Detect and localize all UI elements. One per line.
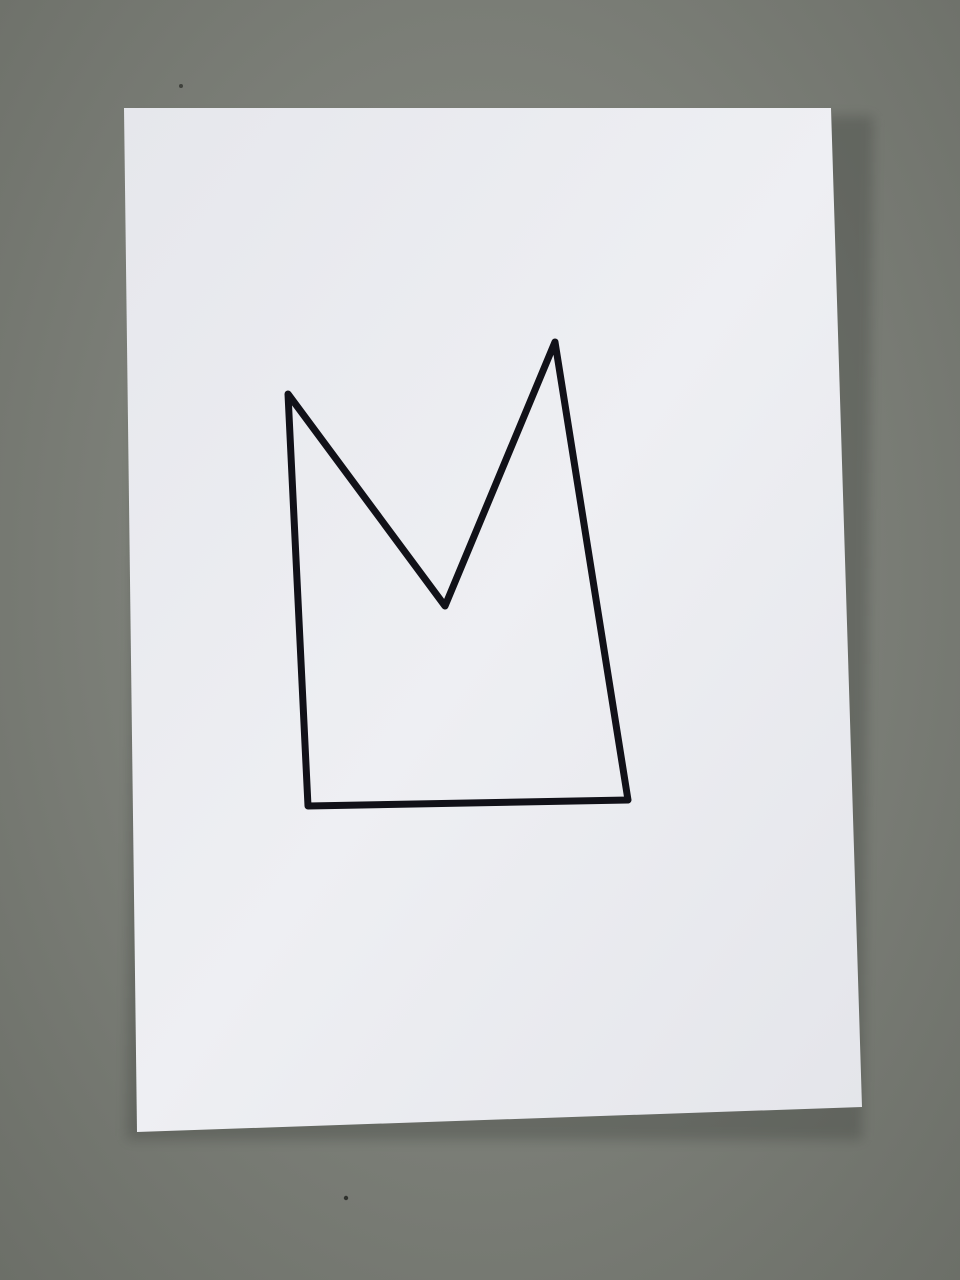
background-speck <box>179 84 183 88</box>
background-speck <box>344 1196 348 1200</box>
paper-sheet <box>124 108 862 1132</box>
